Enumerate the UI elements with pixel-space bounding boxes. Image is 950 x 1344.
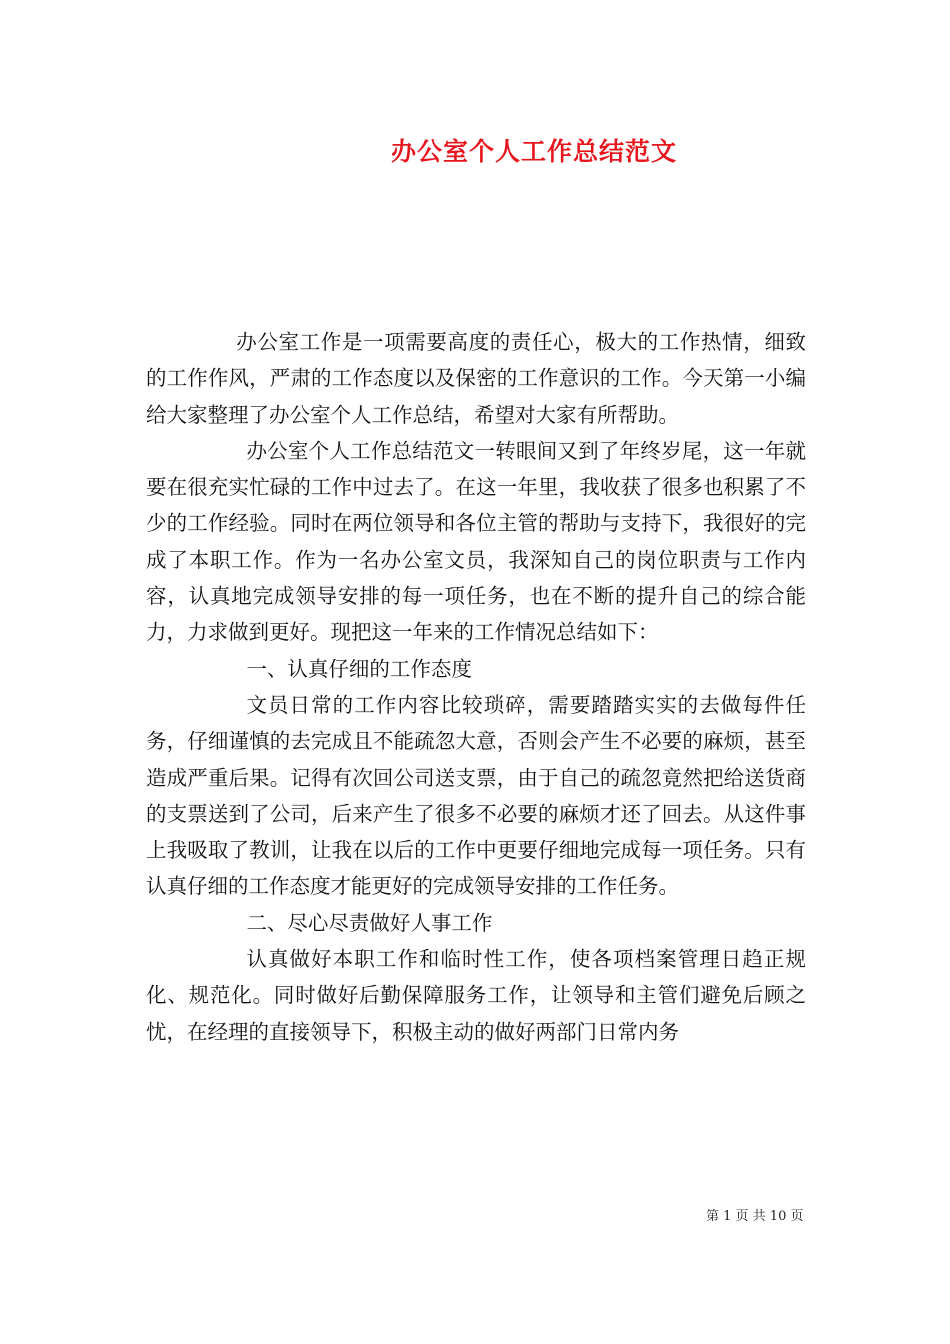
document-body xyxy=(146,324,806,1050)
intro-paragraph: 办公室工作是一项需要高度的责任心，极大的工作热情，细致的工作作风，严肃的工作态度以及保密的工作意识的工作。今天第一小编给大家整理了办公室个人工作总结，希望对大家有所帮助。 xyxy=(146,330,806,427)
page-number: 第 1 页 共 10 页 xyxy=(706,1209,804,1224)
document-title: 办公室个人工作总结范文 xyxy=(390,137,677,166)
summary-paragraph: 办公室个人工作总结范文一转眼间又到了年终岁尾，这一年就要在很充实忙碌的工作中过去了。在这一年里，我收获了很多也积累了不少的工作经验。同时在两位领导和各位主管的帮助与支持下，我很好的完成了本职工作。作为一名办公室文员，我深知自己的岗位职责与工作内容，认真地完成领导安排的每一项任务，也在不断的提升自己的综合能力，力求做到更好。现把这一年来的工作情况总结如下： xyxy=(146,438,806,645)
section-2-paragraph: 认真做好本职工作和临时性工作，使各项档案管理日趋正规化、规范化。同时做好后勤保障服务工作，让领导和主管们避免后顾之忧，在经理的直接领导下，积极主动的做好两部门日常内务 xyxy=(146,947,806,1044)
section-1-paragraph: 文员日常的工作内容比较琐碎，需要踏踏实实的去做每件任务，仔细谨慎的去完成且不能疏忽大意，否则会产生不必要的麻烦，甚至造成严重后果。记得有次回公司送支票，由于自己的疏忽竟然把给送货商的支票送到了公司，后来产生了很多不必要的麻烦才还了回去。从这件事上我吸取了教训，让我在以后的工作中更要仔细地完成每一项任务。只有认真仔细的工作态度才能更好的完成领导安排的工作任务。 xyxy=(146,692,806,899)
section-heading-1: 一、认真仔细的工作态度 xyxy=(246,656,472,681)
section-heading-2: 二、尽心尽责做好人事工作 xyxy=(246,910,493,935)
